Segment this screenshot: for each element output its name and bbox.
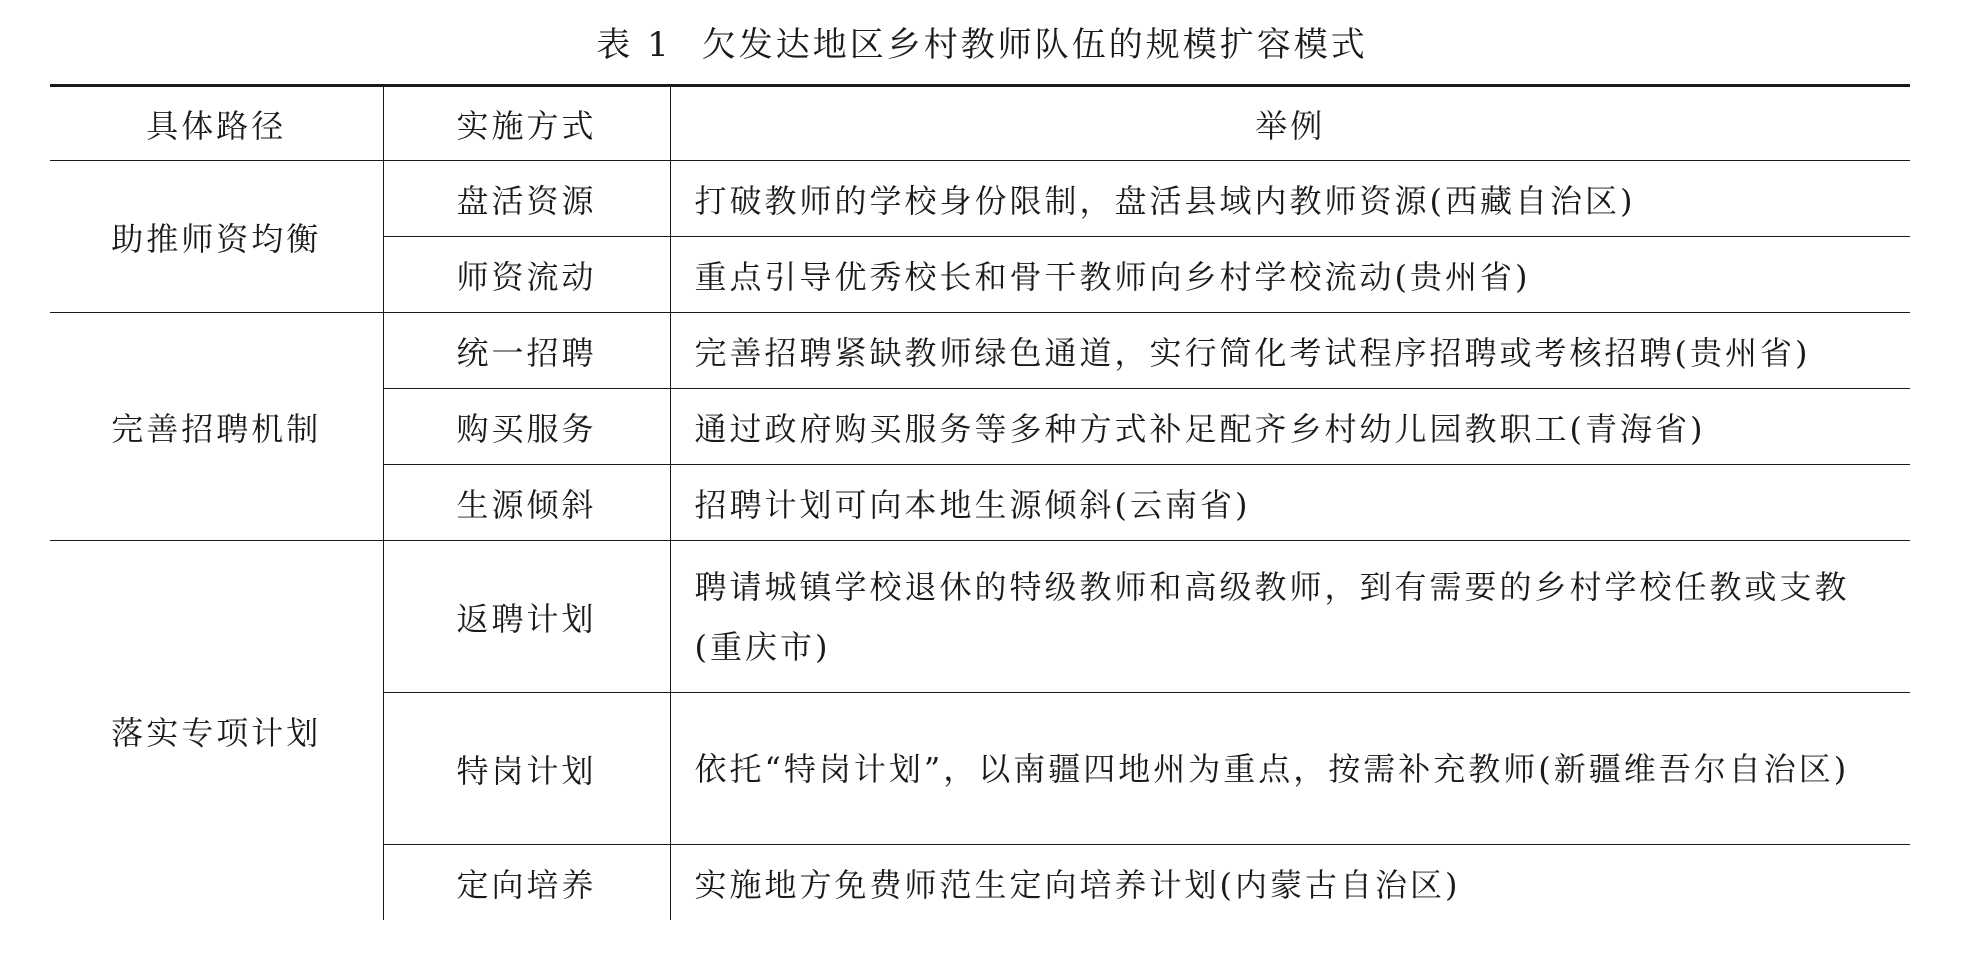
method-cell: 定向培养: [383, 845, 670, 921]
path-cell: 助推师资均衡: [50, 161, 383, 313]
example-cell: 打破教师的学校身份限制，盘活县域内教师资源(西藏自治区): [670, 161, 1910, 237]
example-cell: 重点引导优秀校长和骨干教师向乡村学校流动(贵州省): [670, 237, 1910, 313]
example-cell: 完善招聘紧缺教师绿色通道，实行简化考试程序招聘或考核招聘(贵州省): [670, 313, 1910, 389]
table-row: [50, 541, 1910, 693]
method-cell: 购买服务: [383, 389, 670, 465]
example-cell: 通过政府购买服务等多种方式补足配齐乡村幼儿园教职工(青海省): [670, 389, 1910, 465]
table-row: [50, 313, 1910, 389]
data-table: [50, 87, 1910, 920]
example-cell: 依托“特岗计划”，以南疆四地州为重点，按需补充教师(新疆维吾尔自治区): [670, 693, 1910, 845]
table-row: [50, 161, 1910, 237]
method-cell: 统一招聘: [383, 313, 670, 389]
table-number: 表 1: [596, 25, 672, 65]
method-cell: 特岗计划: [383, 693, 670, 845]
example-cell: 实施地方免费师范生定向培养计划(内蒙古自治区): [694, 865, 1461, 904]
method-cell: 生源倾斜: [383, 465, 670, 541]
header-example: 举例: [670, 87, 1910, 161]
table-caption: [0, 20, 1964, 70]
method-cell: 师资流动: [383, 237, 670, 313]
path-cell: 落实专项计划: [50, 541, 383, 921]
header-row: [50, 87, 1910, 161]
header-method: 实施方式: [383, 87, 670, 161]
method-cell: 返聘计划: [383, 541, 670, 693]
method-cell: 盘活资源: [383, 161, 670, 237]
path-cell: 完善招聘机制: [50, 313, 383, 541]
example-cell: 聘请城镇学校退休的特级教师和高级教师，到有需要的乡村学校任教或支教(重庆市): [670, 541, 1910, 693]
header-path: 具体路径: [50, 87, 383, 161]
table-title: 欠发达地区乡村教师队伍的规模扩容模式: [701, 25, 1368, 65]
example-cell: 招聘计划可向本地生源倾斜(云南省): [670, 465, 1910, 541]
